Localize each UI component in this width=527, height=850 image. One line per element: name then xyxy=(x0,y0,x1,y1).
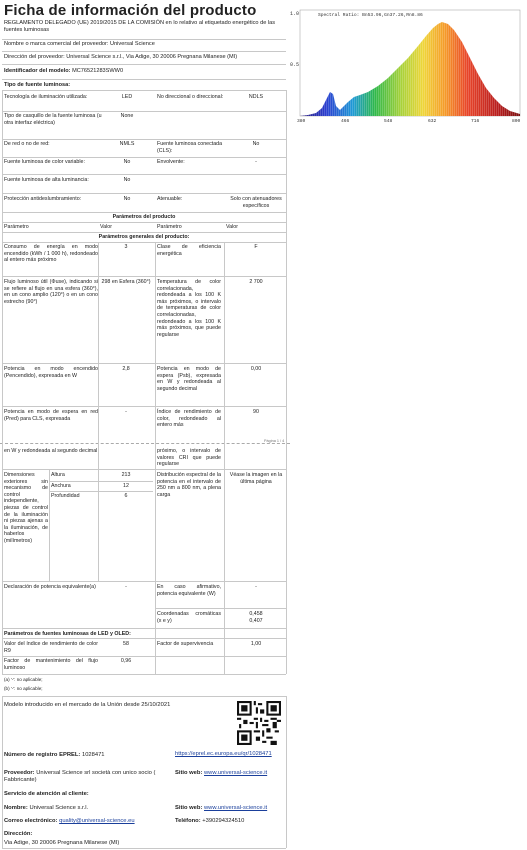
cont-right: próximo, o intervalo de valores CRI que puede regularse xyxy=(157,448,221,468)
service-name-value: Universal Science s.r.l. xyxy=(29,805,89,811)
type-row-6-label2: Atenuable: xyxy=(157,196,183,202)
led-row-1-label: Valor del índice de rendimiento de color R9 xyxy=(4,641,98,654)
param-row-2-label2: Temperatura de color correlacionada, redondeada a los 100 K más próximos, o intervalo de temperaturas de color correlacionadas, redondeado a los 100 K más próximos, que puede regularse xyxy=(157,279,221,338)
eprel-label: Número de registro EPREL: xyxy=(4,752,81,758)
dim-value-1: 213 xyxy=(121,472,131,478)
dim-name-2: Anchura xyxy=(51,483,71,489)
param-row-2-value: 298 en Esfera (360°) xyxy=(101,279,151,285)
model-row xyxy=(4,68,123,75)
email-label: Correo electrónico: xyxy=(4,818,58,824)
type-row-1-value: LED xyxy=(121,94,133,100)
x-tick-5: 716 xyxy=(471,119,480,124)
regulation-text: REGLAMENTO DELEGADO (UE) 2019/2015 DE LA COMISIÓN en lo relativo al etiquetado energético de las fuentes luminosas xyxy=(4,20,276,33)
param-row-4-label2: Índice de rendimiento de color, redondeado al entero más xyxy=(157,409,221,429)
service-web-label: Sitio web: xyxy=(175,805,203,811)
type-row-3-value: NMLS xyxy=(119,141,135,147)
param-row-1-value2: F xyxy=(254,244,258,250)
param-row-3-label2: Potencia en modo de espera (Psb), expresada en W y redondeada al segundo decimal xyxy=(157,366,221,392)
phone-row xyxy=(175,818,244,825)
supplier-name-label: Nombre o marca comercial del proveedor: xyxy=(4,41,109,47)
type-row-1-label: Tecnología de iluminación utilizada: xyxy=(4,94,88,100)
y-tick-1: 1.0 xyxy=(290,11,300,17)
coord-y: 0,407 xyxy=(249,618,263,624)
eprel-row xyxy=(4,752,105,759)
type-row-1-value2: NDLS xyxy=(248,94,264,100)
dim-name-3: Profundidad xyxy=(51,493,80,499)
supplier-address-value: Universal Science s.r.l., Via Adige, 30 20006 Pregnana Milanese (MI) xyxy=(66,54,238,60)
col-value-2: Valor xyxy=(226,224,238,230)
col-param-2: Parámetro xyxy=(157,224,182,230)
type-row-4-label: Fuente luminosa de color variable: xyxy=(4,159,85,165)
param-row-3-label: Potencia en modo encendido (Pencendido), expresada en W xyxy=(4,366,98,379)
equiv-value: - xyxy=(255,584,257,590)
type-row-3-value2: No xyxy=(252,141,260,147)
type-row-2-label: Tipo de casquillo de la fuente luminosa (u otra interfaz eléctrica) xyxy=(4,113,102,126)
supplier-row xyxy=(4,770,174,783)
type-row-3-label: De red o no de red: xyxy=(4,141,50,147)
supplier-label: Proveedor: xyxy=(4,770,35,776)
supplier-name-value: Universal Science xyxy=(110,41,155,47)
x-tick-4: 632 xyxy=(428,119,437,124)
x-tick-3: 548 xyxy=(384,119,393,124)
x-tick-6: 800 xyxy=(512,119,521,124)
dims-label: Dimensiones exteriores sin mecanismo de control independiente, piezas de control de la iluminación ni piezas ajenas a la iluminación, de haberlos (milímetros) xyxy=(4,472,48,544)
address-label: Dirección: xyxy=(4,831,33,837)
param-row-1-value: 3 xyxy=(124,244,128,250)
spectral-label: Distribución espectral de la potencia en el intervalo de 250 nm a 800 nm, a plena carga xyxy=(157,472,221,498)
model-value: MC76521283SWW0 xyxy=(72,68,124,74)
param-row-4-value: - xyxy=(125,409,127,415)
service-title: Servicio de atención al cliente: xyxy=(4,791,89,797)
x-tick-1: 380 xyxy=(297,119,306,124)
dim-value-3: 6 xyxy=(124,493,128,499)
led-row-1-value2: 1,00 xyxy=(250,641,262,647)
note-b: (b) '-': no aplicable; xyxy=(4,686,43,691)
decl-label: Declaración de potencia equivalente(a) xyxy=(4,584,96,590)
supplier-address-label: Dirección del proveedor: xyxy=(4,54,65,60)
col-value-1: Valor xyxy=(100,224,112,230)
led-row-2-label: Factor de mantenimiento del flujo luminoso xyxy=(4,658,98,671)
note-a: (a) '-': no aplicable; xyxy=(4,677,43,682)
address-value: Via Adige, 30 20006 Pregnana Milanese (MI) xyxy=(4,840,120,846)
spectrum-title: Spectral Ratio: Bn53.96,Gn37.26,Rn8.86 xyxy=(318,13,423,18)
type-row-1-label2: No direccional o direccional: xyxy=(157,94,224,100)
param-row-4-label: Potencia en modo de espera en red (Pred) para CLS, expresada xyxy=(4,409,98,422)
param-row-1-label2: Clase de eficiencia energética xyxy=(157,244,221,257)
led-row-2-value: 0,96 xyxy=(120,658,132,664)
coord-label: Coordenadas cromáticas (x e y) xyxy=(157,611,221,624)
eprel-value: 1028471 xyxy=(81,752,105,758)
param-row-1-label: Consumo de energía en modo encendido (kWh / 1 000 h), redondeado al entero más próximo xyxy=(4,244,98,264)
type-label: Tipo de fuente luminosa: xyxy=(4,82,71,88)
web-link[interactable]: www.universal-science.it xyxy=(204,770,268,776)
cont-left: en W y redondeada al segundo decimal xyxy=(4,448,98,454)
type-row-4-value: No xyxy=(123,159,131,165)
dim-value-2: 12 xyxy=(123,483,129,489)
x-tick-2: 466 xyxy=(341,119,350,124)
y-tick-2: 0.5 xyxy=(290,62,300,68)
email-row xyxy=(4,818,135,825)
type-row-6-label: Protección antideslumbramiento: xyxy=(4,196,82,202)
model-label: Identificador del modelo: xyxy=(4,68,71,74)
page-title: Ficha de información del producto xyxy=(4,2,257,19)
coord-x: 0,458 xyxy=(249,611,263,617)
service-name-label: Nombre: xyxy=(4,805,28,811)
params-section-title: Parámetros del producto xyxy=(112,214,176,220)
phone-label: Teléfono: xyxy=(175,818,201,824)
spectral-chart xyxy=(288,2,524,124)
web-row xyxy=(175,770,267,777)
led-row-1-label2: Factor de supervivencia xyxy=(157,641,214,647)
param-row-2-label: Flujo luminoso útil (Φuse), indicando si se refiere al flujo en una esfera (360°), en un cono amplio (120°) o en un cono estrecho (90°) xyxy=(4,279,98,305)
web-label: Sitio web: xyxy=(175,770,203,776)
equiv-label: En caso afirmativo, potencia equivalente (W) xyxy=(157,584,221,597)
type-row-6-value2: Solo con atenuadores específicos xyxy=(230,196,282,209)
general-params-title: Parámetros generales del producto: xyxy=(98,234,190,240)
param-row-3-value: 2,8 xyxy=(122,366,130,372)
param-row-4-value2: 90 xyxy=(253,409,259,415)
decl-value: - xyxy=(125,584,127,590)
service-name-row xyxy=(4,805,88,812)
type-row-4-value2: - xyxy=(255,159,257,165)
qr-code-icon[interactable] xyxy=(237,701,281,745)
email-link[interactable]: quality@universal-science.eu xyxy=(59,818,135,824)
param-row-3-value2: 0,00 xyxy=(250,366,262,372)
type-row-4-label2: Envolvente: xyxy=(157,159,185,165)
supplier-name-row xyxy=(4,41,155,48)
led-row-1-value: 58 xyxy=(123,641,129,647)
type-row-5-value: No xyxy=(123,177,131,183)
supplier-address-row xyxy=(4,54,237,61)
page-marker: Página 1 / 4 xyxy=(264,439,285,443)
market-intro: Modelo introducido en el mercado de la Unión desde 25/10/2021 xyxy=(4,702,171,708)
type-row-5-label: Fuente luminosa de alta luminancia: xyxy=(4,177,89,183)
service-web-row xyxy=(175,805,267,812)
dim-name-1: Altura xyxy=(51,472,65,478)
param-row-2-value2: 2 700 xyxy=(249,279,263,285)
eprel-link[interactable]: https://eprel.ec.europa.eu/qr/1028471 xyxy=(175,751,272,757)
col-param-1: Parámetro xyxy=(4,224,29,230)
service-web-link[interactable]: www.universal-science.it xyxy=(204,805,268,811)
spectral-value: Véase la imagen en la última página xyxy=(229,472,283,485)
supplier-value: Universal Science srl società con unico socio ( Fabbricante) xyxy=(4,770,156,783)
phone-value: +390294324510 xyxy=(202,818,245,824)
led-params-title: Parámetros de fuentes luminosas de LED y OLED: xyxy=(4,631,131,637)
type-row-2-value: None xyxy=(120,113,134,119)
type-row-3-label2: Fuente luminosa conectada (CLS): xyxy=(157,141,223,154)
type-row-6-value: No xyxy=(123,196,131,202)
